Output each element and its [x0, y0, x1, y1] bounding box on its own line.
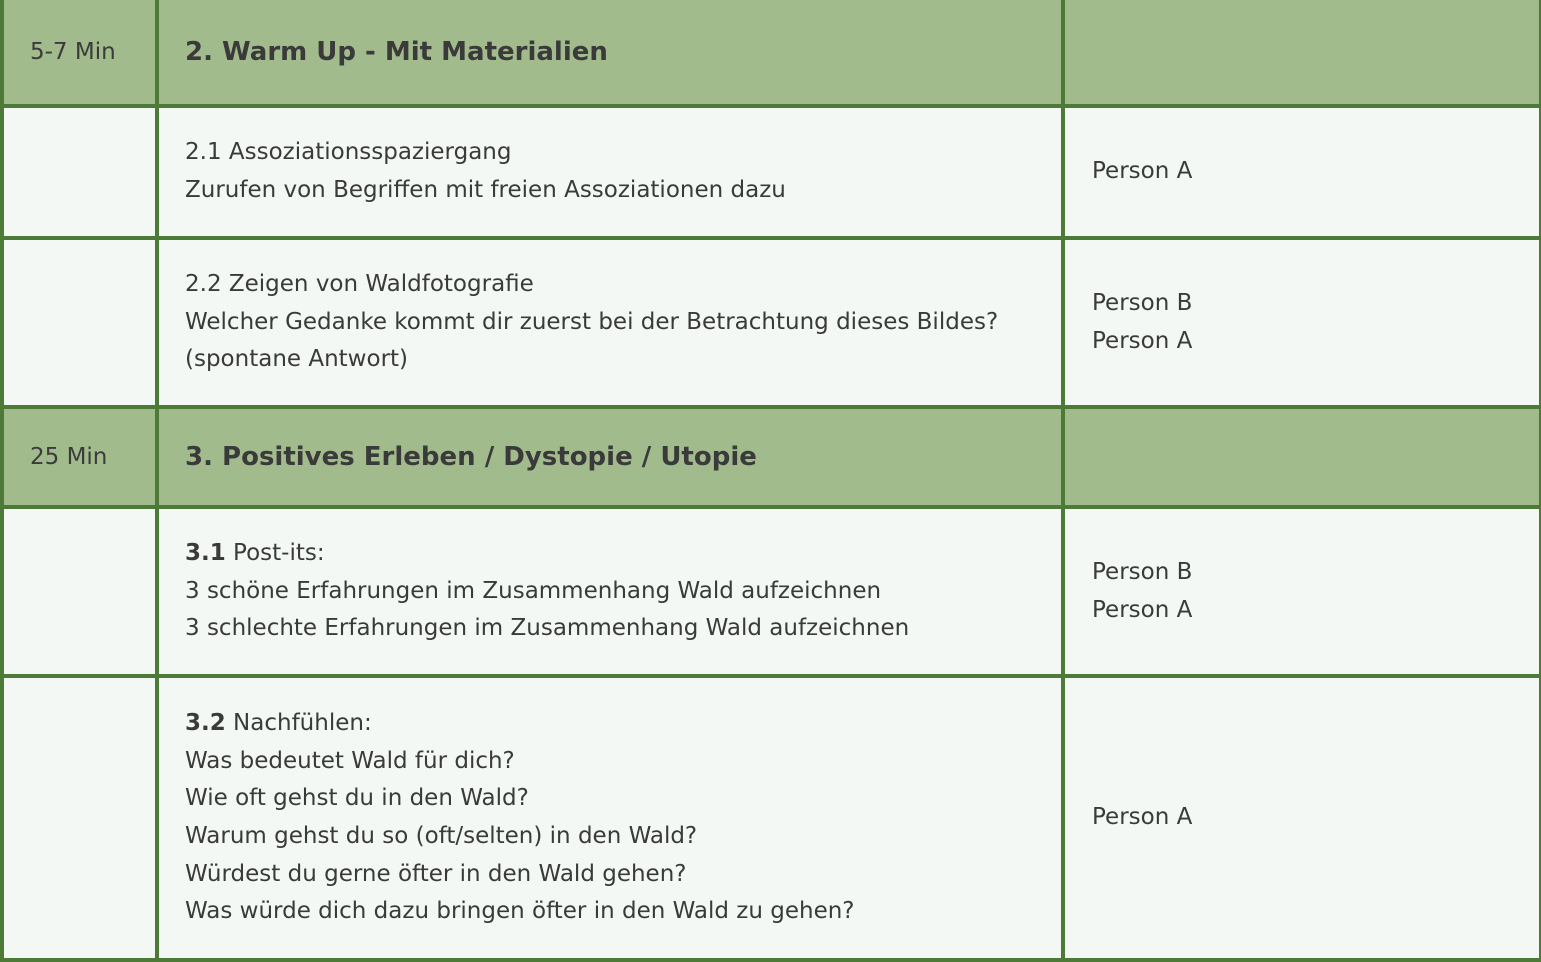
activity-time-empty — [2, 106, 157, 238]
section-row — [2, 407, 1541, 507]
activity-text: 3 schlechte Erfahrungen im Zusammenhang Wald aufzeichnen — [185, 615, 910, 642]
section-row — [2, 0, 1541, 106]
activity-title: 2.1 Assoziationsspaziergang — [185, 139, 512, 166]
activity-text: Welcher Gedanke kommt dir zuerst bei der Betrachtung dieses Bildes? — [185, 308, 999, 335]
responsible-person: Person A — [1092, 158, 1193, 185]
section-time: 25 Min — [2, 407, 157, 507]
activity-description — [157, 507, 1063, 676]
activity-heading: Post-its: — [225, 540, 325, 567]
responsible-person: Person A — [1092, 596, 1193, 623]
activity-row — [2, 676, 1541, 960]
section-responsible-empty — [1063, 0, 1541, 106]
activity-text: 3 schöne Erfahrungen im Zusammenhang Wald aufzeichnen — [185, 577, 882, 604]
section-title: 2. Warm Up - Mit Materialien — [157, 0, 1063, 106]
activity-description — [157, 676, 1063, 960]
activity-title — [185, 535, 1051, 573]
activity-time-empty — [2, 507, 157, 676]
activity-text: Zurufen von Begriffen mit freien Assoziationen dazu — [185, 177, 786, 203]
activity-question: Was würde dich dazu bringen öfter in den Wald zu gehen? — [185, 898, 855, 925]
activity-number: 3.2 — [185, 710, 226, 737]
activity-row — [2, 507, 1541, 676]
activity-responsible — [1063, 106, 1541, 238]
section-time: 5-7 Min — [2, 0, 157, 106]
activity-question: Was bedeutet Wald für dich? — [185, 747, 515, 774]
activity-responsible — [1063, 507, 1541, 676]
responsible-person: Person A — [1092, 327, 1193, 354]
activity-responsible — [1063, 676, 1541, 960]
responsible-person: Person B — [1092, 558, 1193, 585]
section-title: 3. Positives Erleben / Dystopie / Utopie — [157, 407, 1063, 507]
activity-title — [185, 705, 1051, 743]
section-responsible-empty — [1063, 407, 1541, 507]
activity-question: Warum gehst du so (oft/selten) in den Wald? — [185, 823, 698, 849]
activity-time-empty — [2, 676, 157, 960]
responsible-person: Person A — [1092, 804, 1193, 831]
activity-row — [2, 106, 1541, 238]
activity-row — [2, 238, 1541, 407]
activity-question: Wie oft gehst du in den Wald? — [185, 785, 529, 812]
activity-description — [157, 238, 1063, 407]
activity-title: 2.2 Zeigen von Waldfotografie — [185, 271, 534, 298]
activity-question: Würdest du gerne öfter in den Wald gehen? — [185, 860, 687, 887]
activity-heading: Nachfühlen: — [225, 710, 372, 737]
activity-time-empty — [2, 238, 157, 407]
activity-description — [157, 106, 1063, 238]
responsible-person: Person B — [1092, 289, 1193, 316]
activity-number: 3.1 — [185, 540, 226, 567]
activity-responsible — [1063, 238, 1541, 407]
activity-text: (spontane Antwort) — [185, 346, 409, 373]
